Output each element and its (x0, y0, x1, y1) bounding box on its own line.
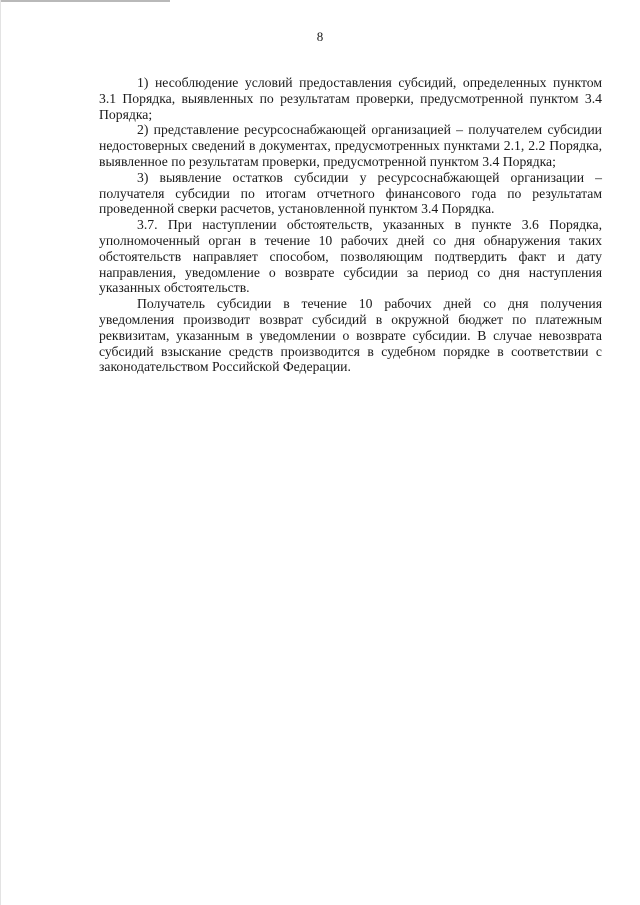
paragraph-return-procedure: Получатель субсидии в течение 10 рабочих дней со дня получения уведомления производит возврат субсидий в окружной бюджет по платежным реквизитам, указанным в уведомлении о возврате субсидии. В случае невозврата субсидий взыскание средств производится в судебном порядке в соответствии с законодательством Российской Федерации. (99, 296, 602, 375)
scan-artifact-edge (0, 0, 1, 905)
paragraph-item-2: 2) представление ресурсоснабжающей организацией – получателем субсидии недостоверных сведений в документах, предусмотренных пунктами 2.1, 2.2 Порядка, выявленное по результатам проверки, предусмотренной пунктом 3.4 Порядка; (99, 122, 602, 169)
paragraph-item-3: 3) выявление остатков субсидии у ресурсоснабжающей организации – получателя субсидии по итогам отчетного финансового года по результатам проведенной сверки расчетов, установленной пунктом 3.4 Порядка. (99, 169, 602, 217)
document-body (99, 75, 602, 375)
scan-artifact-line (0, 0, 170, 2)
paragraph-section-3-7: 3.7. При наступлении обстоятельств, указанных в пункте 3.6 Порядка, уполномоченный орган в течение 10 рабочих дней со дня обнаружения таких обстоятельств направляет способом, позволяющим подтвердить факт и дату направления, уведомление о возврате субсидии за период со дня наступления указанных обстоятельств. (99, 217, 602, 296)
page-number: 8 (316, 29, 324, 44)
paragraph-item-1: 1) несоблюдение условий предоставления субсидий, определенных пунктом 3.1 Порядка, выявленных по результатам проверки, предусмотренной пунктом 3.4 Порядка; (99, 75, 602, 122)
